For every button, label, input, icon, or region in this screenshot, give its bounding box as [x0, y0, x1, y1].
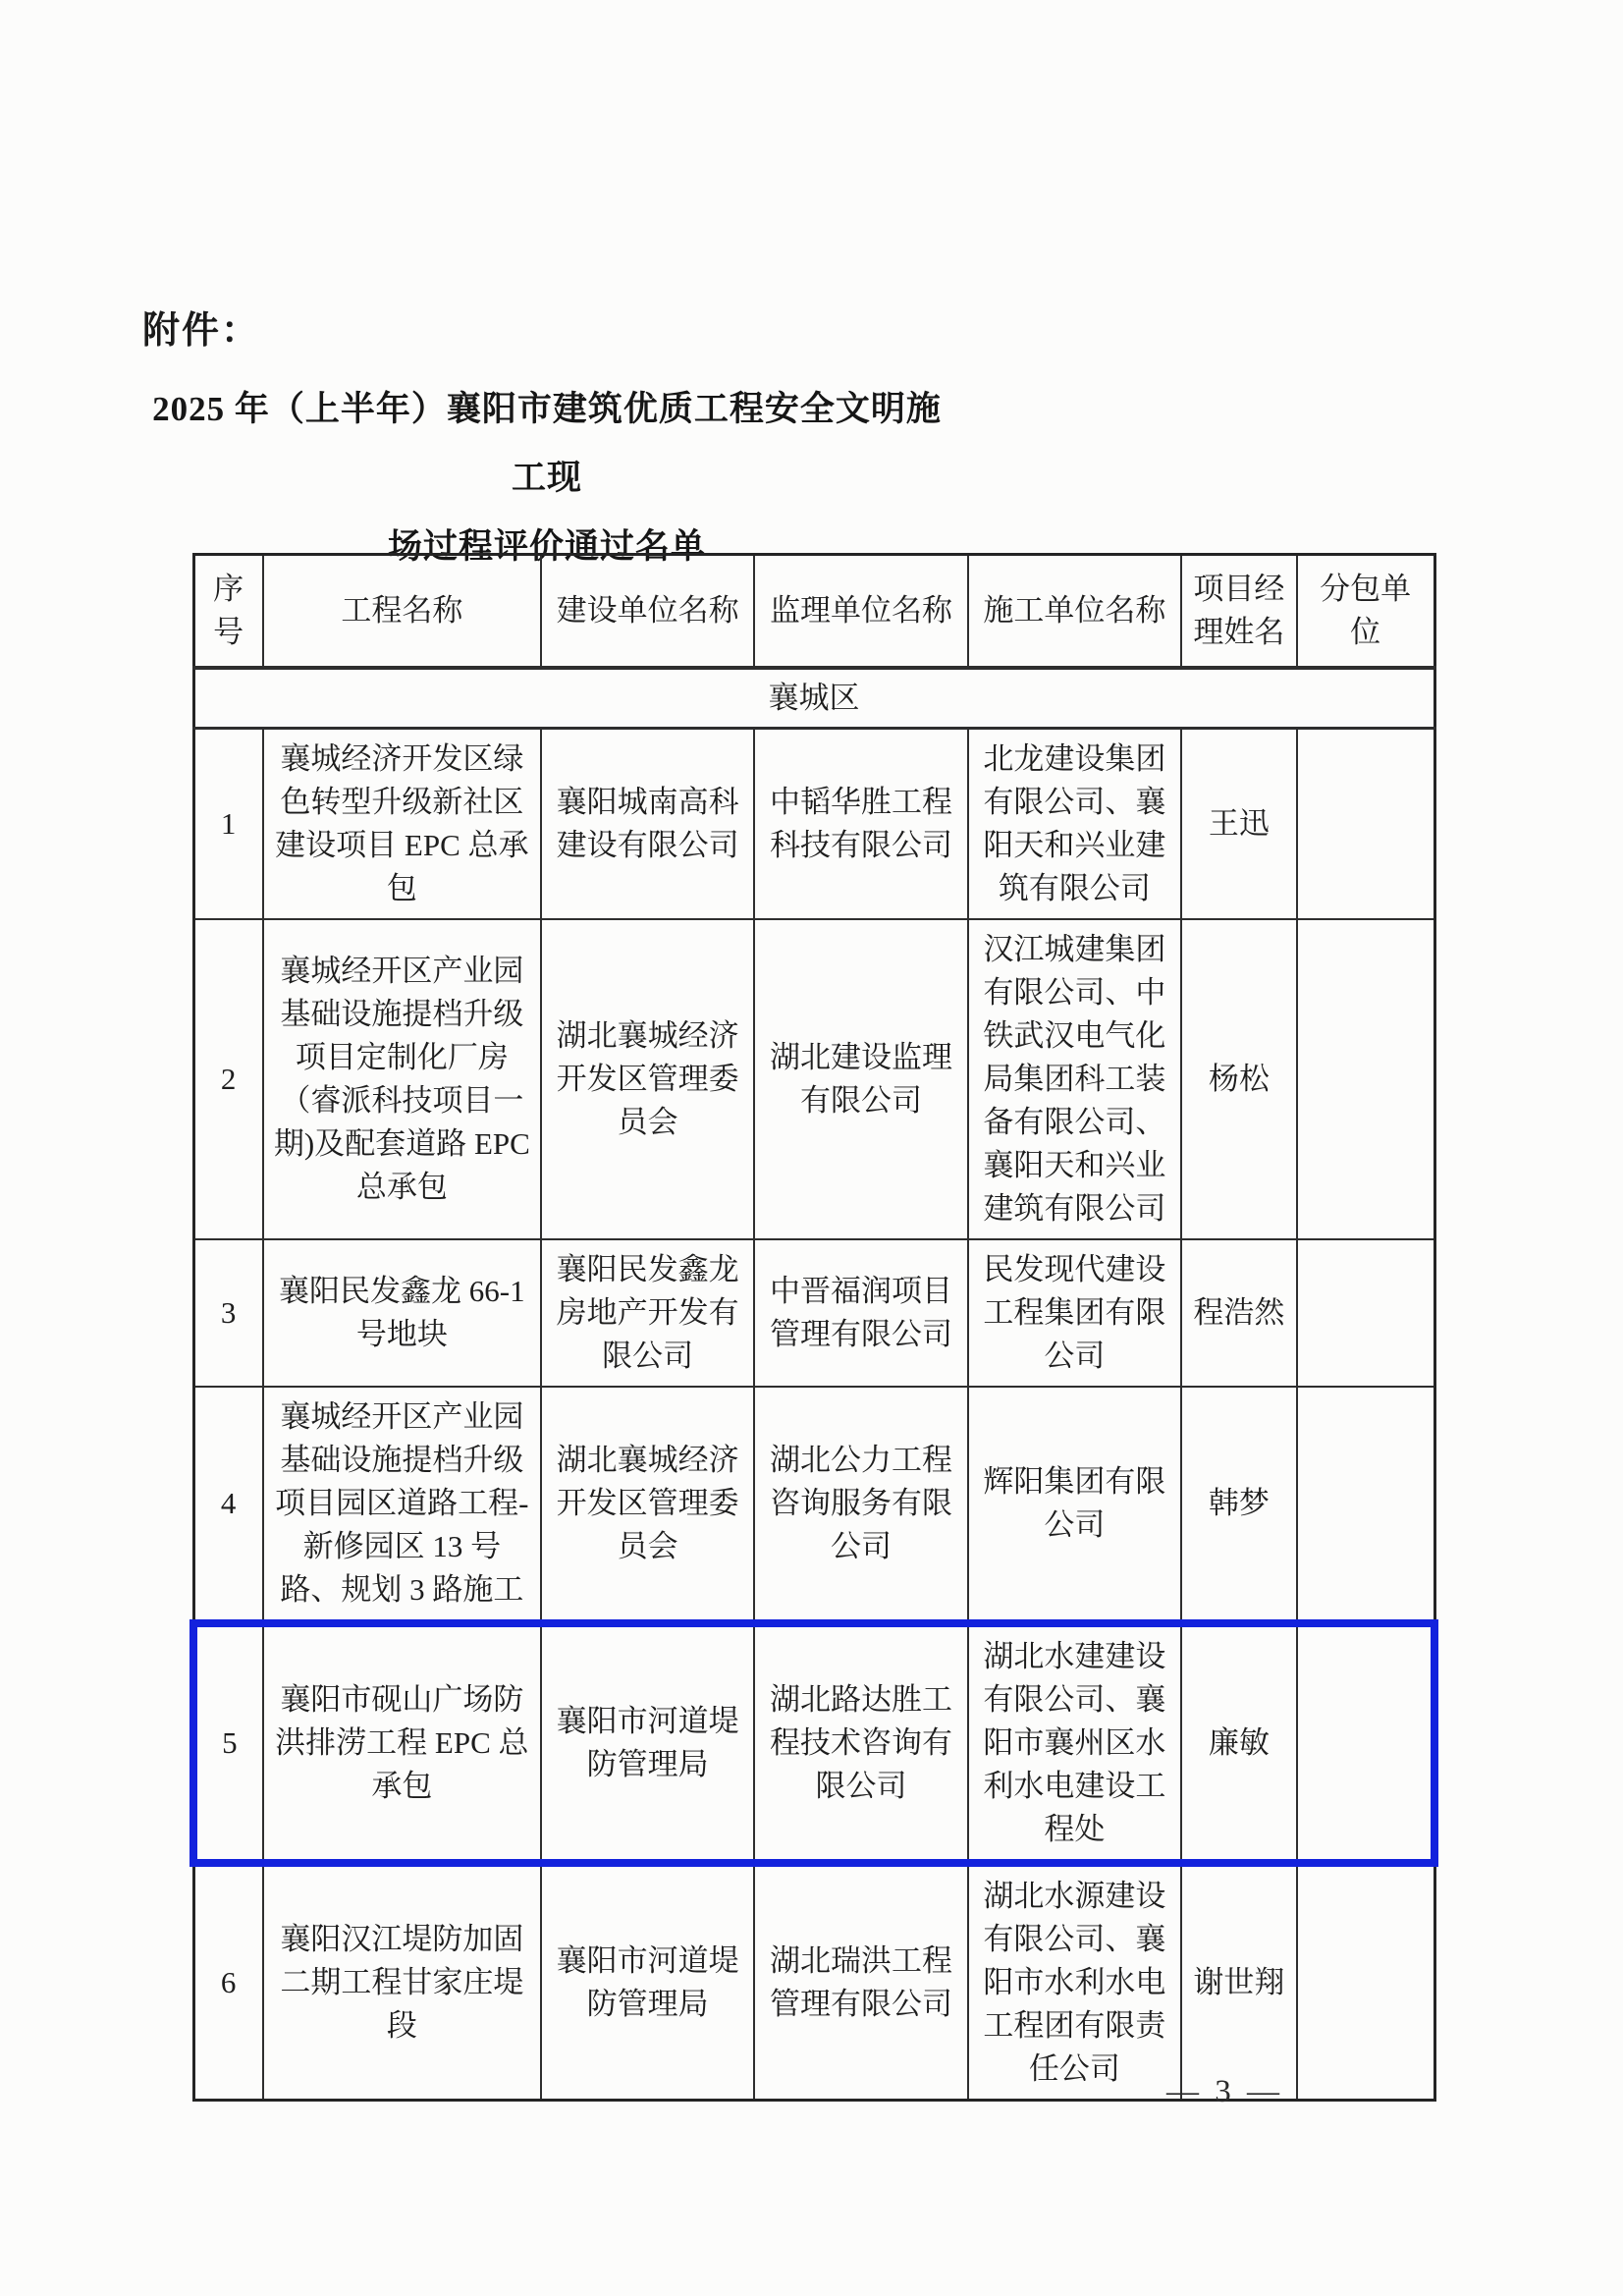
column-header: 建设单位名称	[541, 555, 754, 669]
cell-project-manager: 王迅	[1181, 729, 1297, 920]
column-header: 监理单位名称	[754, 555, 967, 669]
cell-construction-unit: 汉江城建集团有限公司、中铁武汉电气化局集团科工装备有限公司、襄阳天和兴业建筑有限公司	[968, 919, 1181, 1239]
document-title	[139, 375, 954, 581]
cell-project-manager: 谢世翔	[1181, 1863, 1297, 2101]
cell-serial-number: 6	[193, 1863, 263, 2101]
cell-project-name: 襄城经开区产业园基础设施提档升级项目定制化厂房（睿派科技项目一期)及配套道路 EPC 总承包	[263, 919, 541, 1239]
projects-table	[189, 553, 1438, 2102]
table-row-highlighted	[193, 1623, 1434, 1863]
cell-owner-unit: 襄阳市河道堤防管理局	[541, 1863, 754, 2101]
cell-project-name: 襄阳市砚山广场防洪排涝工程 EPC 总承包	[263, 1623, 541, 1863]
cell-construction-unit: 辉阳集团有限公司	[968, 1387, 1181, 1623]
cell-subcontract-unit	[1297, 1863, 1434, 2101]
cell-construction-unit: 湖北水建建设有限公司、襄阳市襄州区水利水电建设工程处	[968, 1623, 1181, 1863]
column-header: 序号	[193, 555, 263, 669]
cell-supervision-unit: 中韬华胜工程科技有限公司	[754, 729, 967, 920]
cell-serial-number: 1	[193, 729, 263, 920]
cell-project-name: 襄阳民发鑫龙 66-1 号地块	[263, 1239, 541, 1387]
cell-project-manager: 韩梦	[1181, 1387, 1297, 1623]
cell-project-manager: 程浩然	[1181, 1239, 1297, 1387]
cell-serial-number: 3	[193, 1239, 263, 1387]
table-row	[193, 1387, 1434, 1623]
table-row	[193, 919, 1434, 1239]
cell-supervision-unit: 湖北建设监理有限公司	[754, 919, 967, 1239]
cell-construction-unit: 北龙建设集团有限公司、襄阳天和兴业建筑有限公司	[968, 729, 1181, 920]
table-body	[193, 668, 1434, 2101]
cell-supervision-unit: 湖北瑞洪工程管理有限公司	[754, 1863, 967, 2101]
cell-owner-unit: 襄阳民发鑫龙房地产开发有限公司	[541, 1239, 754, 1387]
cell-supervision-unit: 中晋福润项目管理有限公司	[754, 1239, 967, 1387]
cell-owner-unit: 襄阳城南高科建设有限公司	[541, 729, 754, 920]
section-label: 襄城区	[193, 668, 1434, 729]
cell-construction-unit: 民发现代建设工程集团有限公司	[968, 1239, 1181, 1387]
cell-project-name: 襄城经济开发区绿色转型升级新社区建设项目 EPC 总承包	[263, 729, 541, 920]
cell-supervision-unit: 湖北公力工程咨询服务有限公司	[754, 1387, 967, 1623]
cell-serial-number: 4	[193, 1387, 263, 1623]
column-header: 施工单位名称	[968, 555, 1181, 669]
attachment-label: 附件：	[142, 310, 261, 352]
cell-project-manager: 廉敏	[1181, 1623, 1297, 1863]
header-row	[193, 555, 1434, 669]
cell-subcontract-unit	[1297, 1387, 1434, 1623]
cell-owner-unit: 湖北襄城经济开发区管理委员会	[541, 1387, 754, 1623]
cell-subcontract-unit	[1297, 1623, 1434, 1863]
column-header: 项目经理姓名	[1181, 555, 1297, 669]
title-line-1: 2025 年（上半年）襄阳市建筑优质工程安全文明施工现	[152, 390, 942, 497]
cell-subcontract-unit	[1297, 729, 1434, 920]
cell-owner-unit: 湖北襄城经济开发区管理委员会	[541, 919, 754, 1239]
page-number: — 3 —	[1166, 2074, 1283, 2109]
title-line-2: 场过程评价通过名单	[387, 527, 706, 566]
cell-serial-number: 2	[193, 919, 263, 1239]
column-header: 工程名称	[263, 555, 541, 669]
column-header: 分包单位	[1297, 555, 1434, 669]
table-header	[193, 555, 1434, 669]
table-row	[193, 729, 1434, 920]
cell-owner-unit: 襄阳市河道堤防管理局	[541, 1623, 754, 1863]
cell-subcontract-unit	[1297, 1239, 1434, 1387]
table-row	[193, 1239, 1434, 1387]
cell-project-name: 襄阳汉江堤防加固二期工程甘家庄堤段	[263, 1863, 541, 2101]
cell-construction-unit: 湖北水源建设有限公司、襄阳市水利水电工程团有限责任公司	[968, 1863, 1181, 2101]
cell-project-manager: 杨松	[1181, 919, 1297, 1239]
section-row	[193, 668, 1434, 729]
table-row	[193, 1863, 1434, 2101]
cell-subcontract-unit	[1297, 919, 1434, 1239]
cell-project-name: 襄城经开区产业园基础设施提档升级项目园区道路工程-新修园区 13 号路、规划 3 路施工	[263, 1387, 541, 1623]
cell-serial-number: 5	[193, 1623, 263, 1863]
cell-supervision-unit: 湖北路达胜工程技术咨询有限公司	[754, 1623, 967, 1863]
